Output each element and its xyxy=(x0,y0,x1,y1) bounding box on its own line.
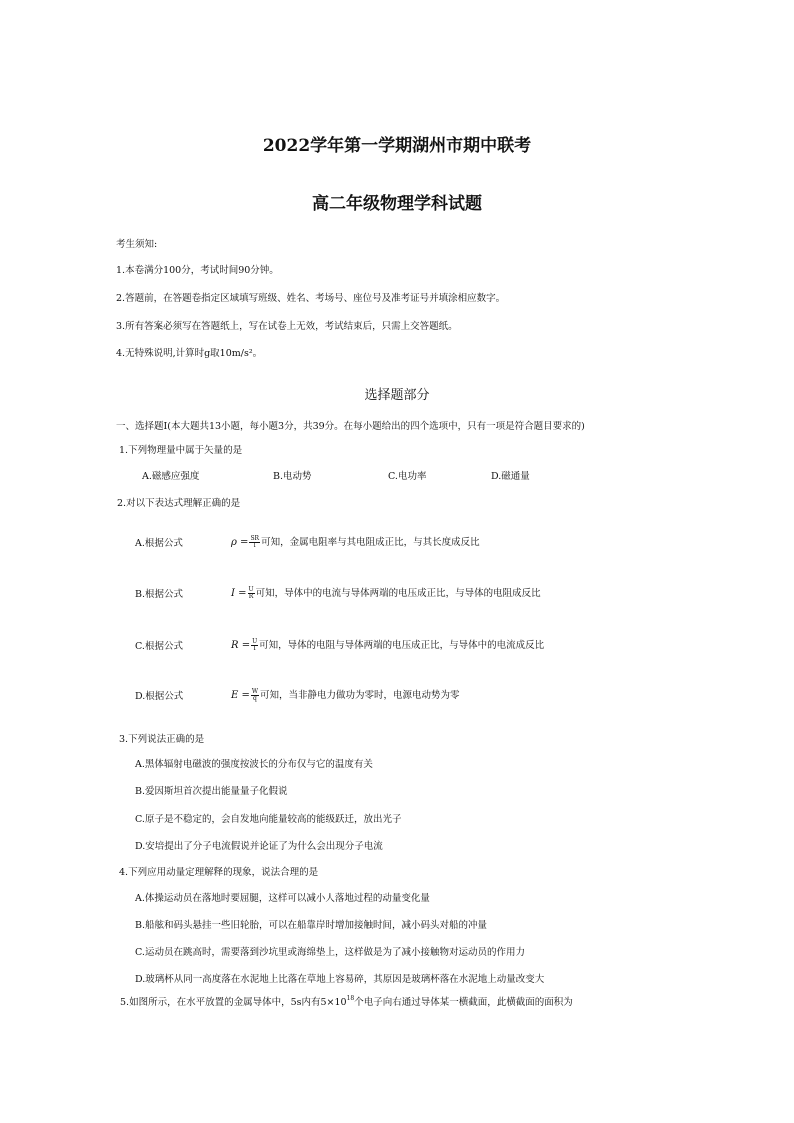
q5-stem: 5.如图所示，在水平放置的金属导体中，5s内有$5\times 10^{18}$个电子向右通过导体某一横截面，此横截面的面积为 xyxy=(120,995,573,1008)
q1-option-d: D.磁通量 xyxy=(491,471,530,482)
q3-option-d: D.安培提出了分子电流假说并论证了为什么会出现分子电流 xyxy=(135,841,383,852)
formula-fraction: $\frac{SR}{l}$ xyxy=(250,535,260,549)
q2-option-b-label: B.根据公式 xyxy=(135,589,184,600)
formula-fraction: $\frac{U}{R}$ xyxy=(248,586,254,600)
q2-option-c-text: 可知，导体的电阻与导体两端的电压成正比，与导体中的电流成反比 xyxy=(259,640,545,651)
part1-intro: 一、选择题Ⅰ(本大题共13小题，每小题3分，共39分。在每小题给出的四个选项中，只有一项是符合题目要求的) xyxy=(116,421,585,432)
q4-stem: 4.下列应用动量定理解释的现象，说法合理的是 xyxy=(119,867,319,878)
notice-heading: 考生须知: xyxy=(116,239,158,250)
notice-item-1: 1.本卷满分100分，考试时间90分钟。 xyxy=(116,265,279,276)
q4-option-d: D.玻璃杯从同一高度落在水泥地上比落在草地上容易碎，其原因是玻璃杯落在水泥地上动量改变大 xyxy=(135,974,545,985)
q2-option-a-label: A.根据公式 xyxy=(135,538,183,549)
q1-option-c: C.电功率 xyxy=(388,471,427,482)
q2-option-c-formula xyxy=(231,639,544,653)
q4-option-a: A.体操运动员在落地时要屈腿，这样可以减小人落地过程的动量变化量 xyxy=(135,893,430,904)
formula-fraction: $\frac{U}{I}$ xyxy=(252,638,258,652)
q2-option-c-label: C.根据公式 xyxy=(135,641,183,652)
q2-option-b-text: 可知，导体中的电流与导体两端的电压成正比，与导体的电阻成反比 xyxy=(255,588,541,599)
q1-option-b: B.电动势 xyxy=(273,471,312,482)
notice-item-4: 4.无特殊说明,计算时g取10m/s²。 xyxy=(116,348,263,359)
exam-title: 2022学年第一学期湖州市期中联考 xyxy=(262,136,532,156)
q4-option-c: C.运动员在跳高时，需要落到沙坑里或海绵垫上，这样做是为了减小接触物对运动员的作用力 xyxy=(135,947,525,958)
q2-option-b-formula xyxy=(231,587,541,601)
formula-lhs: E = xyxy=(231,690,250,701)
q3-stem: 3.下列说法正确的是 xyxy=(119,734,205,745)
section-title: 选择题部分 xyxy=(364,388,430,403)
q2-option-a-formula xyxy=(231,536,480,550)
exam-subtitle: 高二年级物理学科试题 xyxy=(312,194,482,214)
notice-item-2: 2.答题前，在答题卷指定区域填写班级、姓名、考场号、座位号及准考证号并填涂相应数字。 xyxy=(116,293,506,304)
q2-option-d-text: 可知，当非静电力做功为零时，电源电动势为零 xyxy=(260,690,460,701)
q1-option-a: A.磁感应强度 xyxy=(142,471,200,482)
q3-option-c: C.原子是不稳定的，会自发地向能量较高的能级跃迁，放出光子 xyxy=(135,814,402,825)
q2-option-d-label: D.根据公式 xyxy=(135,691,184,702)
formula-lhs: R = xyxy=(231,640,251,651)
q1-stem: 1.下列物理量中属于矢量的是 xyxy=(119,445,243,456)
q2-stem: 2.对以下表达式理解正确的是 xyxy=(117,498,241,509)
q4-option-b: B.船舷和码头悬挂一些旧轮胎，可以在船靠岸时增加接触时间，减小码头对船的冲量 xyxy=(135,920,488,931)
notice-item-3: 3.所有答案必须写在答题纸上，写在试卷上无效，考试结束后，只需上交答题纸。 xyxy=(116,321,458,332)
q3-option-b: B.爱因斯坦首次提出能量量子化假说 xyxy=(135,786,288,797)
formula-lhs: I = xyxy=(231,588,247,599)
q3-option-a: A.黑体辐射电磁波的强度按波长的分布仅与它的温度有关 xyxy=(135,759,373,770)
formula-fraction: $\frac{W}{q}$ xyxy=(251,688,259,702)
q2-option-a-text: 可知，金属电阻率与其电阻成正比，与其长度成反比 xyxy=(261,537,480,548)
q2-option-d-formula xyxy=(231,689,460,703)
formula-lhs: ρ = xyxy=(231,537,249,548)
